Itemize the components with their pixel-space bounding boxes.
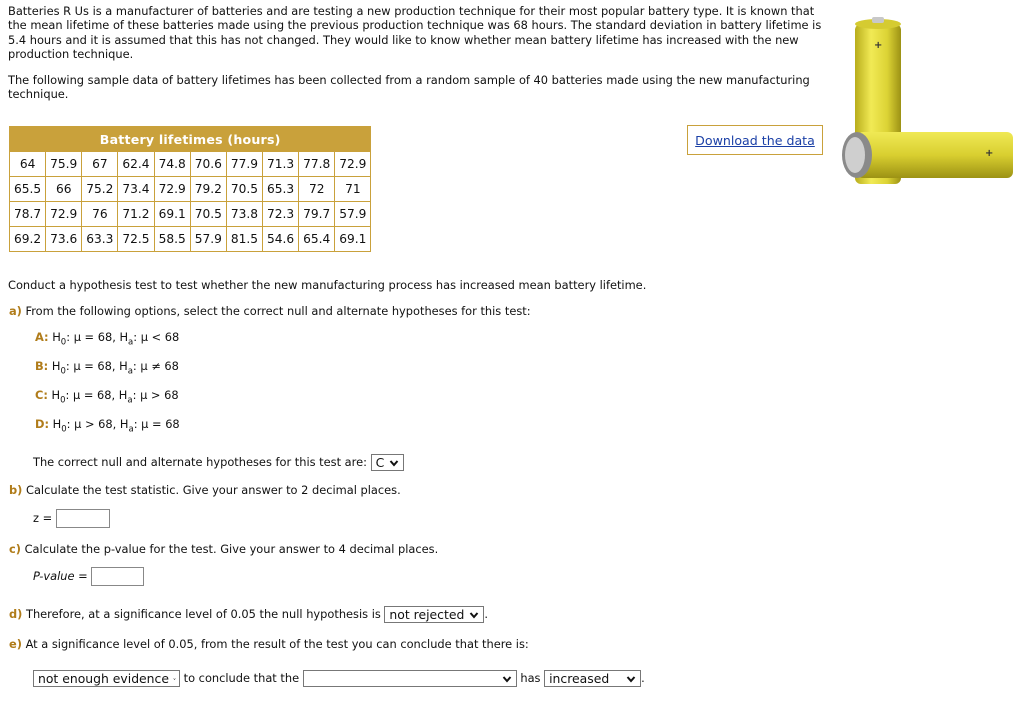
table-row: [10, 152, 371, 177]
direction-select[interactable]: [544, 670, 641, 687]
h0-symbol: $H_0$:: [51, 388, 74, 406]
table-cell: 69.1: [335, 227, 371, 252]
table-cell: 74.8: [154, 152, 190, 177]
table-cell: 73.6: [46, 227, 82, 252]
intro-paragraph-1: Batteries R Us is a manufacturer of batteries and are testing a new production technique for their most popular battery type. It is known that the mean lifetime of these batteries made using the previous production technique was 68 hours. The standard deviation in battery lifetime is 5.4 hours and it is assumed that this has not changed. They would like to know whether mean battery lifetime has increased with the new production technique.: [8, 4, 822, 62]
part-d-text: Therefore, at a significance level of 0.05 the null hypothesis is: [26, 607, 381, 621]
subject-select[interactable]: [303, 670, 517, 687]
h0-symbol: $H_0$:: [52, 417, 75, 435]
option-letter: A:: [35, 330, 49, 344]
table-cell: 70.5: [190, 202, 226, 227]
table-cell: 75.9: [46, 152, 82, 177]
chevron-down-icon: [625, 673, 637, 685]
intro-paragraph-2: The following sample data of battery lifetimes has been collected from a random sample of 40 batteries made using the new manufacturing technique.: [8, 72, 810, 102]
table-header: Battery lifetimes (hours): [10, 127, 371, 152]
table-row: [10, 227, 371, 252]
table-cell: 71.3: [262, 152, 298, 177]
table-cell: 81.5: [226, 227, 262, 252]
null-hypothesis-select-value: not rejected: [389, 607, 465, 622]
part-a-label: a): [9, 304, 22, 318]
table-cell: 57.9: [335, 202, 371, 227]
ha-symbol: $H_a$:: [118, 388, 141, 406]
part-a-answer-prompt: The correct null and alternate hypotheses for this test are:: [33, 455, 367, 469]
batteries-image: [835, 10, 1015, 200]
svg-text:+: +: [985, 148, 994, 159]
table-cell: 72.9: [154, 177, 190, 202]
table-cell: 72.9: [335, 152, 371, 177]
table-cell: 58.5: [154, 227, 190, 252]
chevron-down-icon: [501, 673, 513, 685]
null-hypothesis: μ = 68: [73, 330, 113, 344]
alternate-hypothesis: μ ≠ 68: [140, 359, 179, 373]
part-c-answer-row: [33, 567, 144, 586]
chevron-down-icon: [468, 609, 480, 621]
part-a-answer-row: [33, 454, 404, 471]
hypotheses-select-value: C: [375, 455, 385, 470]
table-row: [10, 202, 371, 227]
part-b-text: Calculate the test statistic. Give your answer to 2 decimal places.: [26, 483, 401, 497]
table-cell: 72.9: [46, 202, 82, 227]
p-value-input[interactable]: [91, 567, 144, 586]
part-d-label: d): [9, 607, 23, 621]
part-c-question: [9, 542, 438, 556]
table-cell: 69.1: [154, 202, 190, 227]
task-text: Conduct a hypothesis test to test whether the new manufacturing process has increased mean battery lifetime.: [8, 278, 647, 292]
hypothesis-option: D: $H_0$: μ > 68, $H_a$: μ = 68: [35, 417, 180, 435]
table-cell: 64: [10, 152, 46, 177]
ha-symbol: $H_a$:: [119, 417, 142, 435]
direction-select-value: increased: [549, 671, 610, 686]
part-e-middle-text: to conclude that the: [183, 671, 300, 685]
evidence-select[interactable]: [33, 670, 180, 687]
table-cell: 78.7: [10, 202, 46, 227]
h0-symbol: $H_0$:: [51, 359, 74, 377]
table-cell: 67: [82, 152, 118, 177]
null-hypothesis: μ = 68: [73, 388, 112, 402]
part-a-question: [9, 304, 531, 318]
option-letter: D:: [35, 417, 50, 431]
hypothesis-option: B: $H_0$: μ = 68, $H_a$: μ ≠ 68: [35, 359, 179, 377]
table-cell: 73.4: [118, 177, 154, 202]
alternate-hypothesis: μ > 68: [140, 388, 179, 402]
part-a-text: From the following options, select the correct null and alternate hypotheses for this test:: [25, 304, 531, 318]
hypothesis-option: C: $H_0$: μ = 68, $H_a$: μ > 68: [35, 388, 179, 406]
table-cell: 65.4: [299, 227, 335, 252]
hypotheses-select[interactable]: [371, 454, 405, 471]
p-value-field-label: P-value =: [33, 569, 88, 583]
table-cell: 73.8: [226, 202, 262, 227]
chevron-down-icon: [388, 457, 400, 469]
option-letter: B:: [35, 359, 49, 373]
z-input[interactable]: [56, 509, 110, 528]
part-c-label: c): [9, 542, 21, 556]
part-e-has-text: has: [520, 671, 541, 685]
part-e-text: At a significance level of 0.05, from the result of the test you can conclude that there is:: [25, 637, 529, 651]
part-c-text: Calculate the p-value for the test. Give your answer to 4 decimal places.: [24, 542, 439, 556]
part-b-answer-row: [33, 509, 110, 528]
ha-symbol: $H_a$:: [119, 330, 141, 348]
table-cell: 63.3: [82, 227, 118, 252]
table-cell: 57.9: [190, 227, 226, 252]
table-cell: 70.6: [190, 152, 226, 177]
table-row: [10, 177, 371, 202]
null-hypothesis-select[interactable]: [384, 606, 484, 623]
h0-symbol: $H_0$:: [52, 330, 74, 348]
table-cell: 70.5: [226, 177, 262, 202]
battery-lifetimes-table: [9, 126, 371, 252]
ha-symbol: $H_a$:: [119, 359, 141, 377]
hypothesis-option: A: $H_0$: μ = 68, $H_a$: μ < 68: [35, 330, 180, 348]
table-cell: 69.2: [10, 227, 46, 252]
table-cell: 66: [46, 177, 82, 202]
download-box: [687, 125, 823, 155]
alternate-hypothesis: μ = 68: [141, 417, 180, 431]
table-cell: 54.6: [262, 227, 298, 252]
table-cell: 72: [299, 177, 335, 202]
table-cell: 75.2: [82, 177, 118, 202]
chevron-down-icon: [173, 673, 176, 685]
part-d-question: d) Therefore, at a significance level of 0.05 the null hypothesis is not rejected .: [9, 607, 488, 622]
evidence-select-value: not enough evidence: [38, 671, 169, 686]
table-cell: 79.7: [299, 202, 335, 227]
part-e-answer-row: not enough evidence to conclude that the has increased .: [33, 670, 645, 687]
part-b-question: [9, 483, 401, 497]
part-b-label: b): [9, 483, 23, 497]
intro-text: [8, 4, 823, 101]
part-e-label: e): [9, 637, 22, 651]
download-data-link[interactable]: Download the data: [695, 132, 815, 148]
option-letter: C:: [35, 388, 48, 402]
table-cell: 72.5: [118, 227, 154, 252]
part-e-question: [9, 637, 529, 651]
table-cell: 72.3: [262, 202, 298, 227]
null-hypothesis: μ = 68: [73, 359, 112, 373]
z-field-label: z =: [33, 511, 53, 525]
null-hypothesis: μ > 68: [74, 417, 113, 431]
table-cell: 71: [335, 177, 371, 202]
table-cell: 65.5: [10, 177, 46, 202]
table-cell: 76: [82, 202, 118, 227]
alternate-hypothesis: μ < 68: [140, 330, 180, 344]
svg-text:+: +: [874, 40, 883, 51]
table-cell: 79.2: [190, 177, 226, 202]
table-cell: 77.8: [299, 152, 335, 177]
table-cell: 62.4: [118, 152, 154, 177]
table-cell: 71.2: [118, 202, 154, 227]
table-cell: 65.3: [262, 177, 298, 202]
table-cell: 77.9: [226, 152, 262, 177]
